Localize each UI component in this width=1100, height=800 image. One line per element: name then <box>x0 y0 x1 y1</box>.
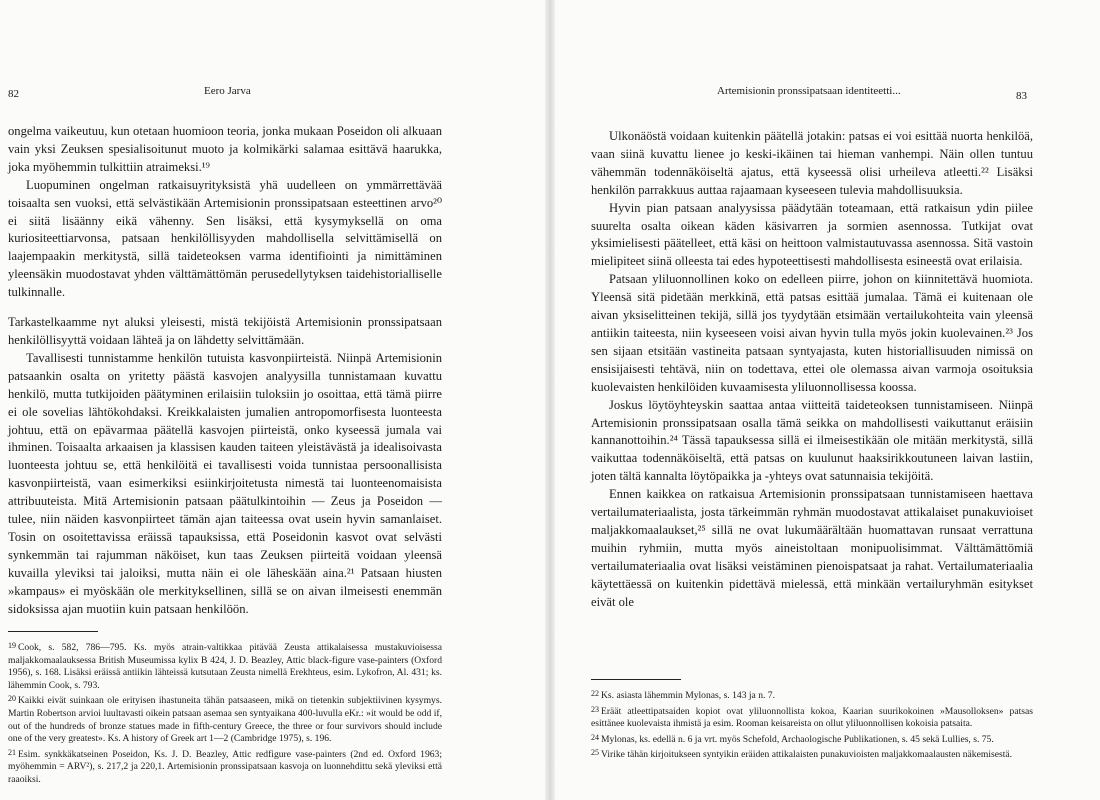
paragraph: Luopuminen ongelman ratkaisuyrityksistä yhä uudelleen on ymmärrettävää toisaalta sen vuoksi, että selvästikään Artemisionin pronssipatsaan esteettinen arvo²⁰ ei siitä lisäänny eikä vähenny. Sen lisäksi, että kysymyksellä on oma kuriositeettiarvonsa, patsaan henkilöllisyyden mahdollisella selvittämisellä on laajempaakin merkitystä, sillä taideteoksen varma identifiointi ja nimittäminen yleensäkin muodostavat yhden välttämättömän perusedellytyksen taidehistorialliselle tulkinnalle. <box>8 177 442 300</box>
running-head: Eero Jarva <box>204 85 251 97</box>
footnote <box>8 747 442 787</box>
footnote-mark: 23 <box>591 704 599 714</box>
paragraph: Joskus löytöyhteyskin saattaa antaa viitteitä taideteoksen tunnistamiseen. Niinpä Artemisionin pronssipatsaan osalla tämä seikka on mahdollisesti vaikuttanut eräisiin kannanottoihin.²⁴ Tässä tapauksessa sillä ei ilmeisestikään ole mitään merkitystä, sillä vaikuttaa todennäköiseltä, että patsas on kuulunut haaksirikkoutuneen laivan lastiin, joten tältä kannalta löytöpaikka ja -yhteys ovat satunnaisia tekijöitä. <box>591 397 1033 484</box>
footnotes <box>591 688 1033 763</box>
paragraph: ongelma vaikeutuu, kun otetaan huomioon teoria, jonka mukaan Poseidon oli alkuaan vain yksi Zeuksen spesialisoitunut muoto ja kolmikärki salamaa esittävä haarukka, joka myöhemmin tulkittiin atraimeksi.¹⁹ <box>8 124 442 174</box>
footnote <box>591 747 1033 762</box>
footnote <box>8 693 442 745</box>
footnote <box>591 704 1033 731</box>
footnote-mark: 25 <box>591 748 599 758</box>
paragraph: Ulkonäöstä voidaan kuitenkin päätellä jotakin: patsas ei voi esittää nuorta henkilöä, vaan siinä kuvattu lienee jo keski-ikäinen tai hieman vanhempi. Näin ollen tuntuu vähemmän todennäköiseltä ajatus, että kyseessä olisi urheileva atleetti.²² Lisäksi henkilön parrakkuus auttaa rajaamaan kyseeseen tulevia mahdollisuuksia. <box>591 129 1033 197</box>
body-text <box>591 128 1033 611</box>
footnote <box>591 732 1033 747</box>
footnote-text: Mylonas, ks. edellä n. 6 ja vrt. myös Schefold, Archaologische Publikationen, s. 45 sekä Lullies, s. 75. <box>601 733 994 745</box>
page-number: 82 <box>8 88 19 100</box>
paragraph: Tavallisesti tunnistamme henkilön tutuista kasvonpiirteistä. Niinpä Artemisionin patsaankin osalta on yritetty päästä kasvojen analyysilla tunnistamaan kuvattu henkilö, mutta tutkijoiden päätyminen erilaisiin tuloksiin jo osoittaa, että tämä piirre ei ole sovelias lähtökohdaksi. Kreikkalaisten jumalien antropomorfisesta luonteesta johtuu, että on epävarmaa päätellä kasvojen piirteistä, onko kyseessä jumala vai ihminen. Toisaalta arkaaisen ja klassisen kauden taiteen yleistävästä ja idealisoivasta luonteesta johtuu se, että henkilöitä ei tavallisesti voida tunnistaa persoonallisista kasvonpiirteistä, vaan esimerkiksi esiinkirjoitetusta nimestä tai luonteenomaisista attribuuteista. Mitä Artemisionin patsaan päätulkintoihin — Zeus ja Poseidon — tulee, niin näiden kasvonpiirteet tämän ajan taiteessa ovat usein hyvin samanlaiset. Tosin on osoitettavissa eräissä tapauksissa, että Poseidonin kasvot ovat selvästi synkemmän tai rajumman näköiset, kun taas Zeuksen piirteitä voidaan yleensä kuvailla yleviksi tai jaloiksi, mutta näin ei ole läheskään aina.²¹ Patsaan hiusten »kampaus» ei myöskään ole merkityksellinen, sillä se on aivan ilmeisesti enemmän sidoksissa ajan muotiin kuin patsaan henkilöön. <box>8 350 442 616</box>
page-number: 83 <box>1016 90 1027 102</box>
footnote-text: Esim. synkkäkatseinen Poseidon, Ks. J. D. Beazley, Attic redfigure vase-painters (2nd ed. Oxford 1963; myöhemmin = ARV²), s. 217,2 ja 220,1. Artemisionin pronssipatsaan kasvoja on luonnehdittu sekä yleviksi että raaoiksi. <box>8 748 442 785</box>
footnote-text: Cook, s. 582, 786—795. Ks. myös atrain-valtikkaa pitävää Zeusta attikalaisessa mustakuvioisessa maljakkomaalauksessa British Museumissa kylix B 424, J. D. Beazley, Attic black-figure vase-painters (Oxford 1956), s. 168. Lisäksi eräissä antiikin lähteissä kutsutaan Zeusta nimellä Erekhteus, esim. Lykofron, Al. 431; ks. lähemmin Cook, s. 793. <box>8 642 442 691</box>
footnote-mark: 21 <box>8 747 16 757</box>
paragraph: Patsaan yliluonnollinen koko on edelleen piirre, johon on kiinnitettävä huomiota. Yleensä sitä pidetään merkkinä, että patsas esittää jumalaa. Tämä ei kuitenaan ole aivan yksiselitteinen tekijä, sillä jos tyydytään etsimään vertailukohteita vain yleensä antiikin taiteesta, niin kyseeseen voisi aivan hyvin tulla myös jokin kuolevainen.²³ Jos sen sijaan etsitään vastineita patsaan syntyajasta, kuten historiallisuuden nimissä on ensisijaisesti tehtävä, niin on todettava, ettei ole olemassa aivan varmoja osoituksia kuolevaisten henkilöiden kuvaamisesta yliluonnollisessa koossa. <box>591 272 1033 394</box>
footnote-text: Eräät atleettipatsaiden kopiot ovat yliluonnollista kokoa, Kaarian suurikokoinen »Mausolloksen» patsas esittänee kuolevaista ihmistä ja esim. Rooman keisareista on ollut yliluonnollisen kokoisia patsaita. <box>591 705 1033 730</box>
paragraph: Tarkastelkaamme nyt aluksi yleisesti, mistä tekijöistä Artemisionin pronssipatsaan henkilöllisyyttä voidaan lähteä ja on lähdetty selvittämään. <box>8 315 442 347</box>
left-page <box>0 0 545 800</box>
footnote-rule <box>8 631 98 632</box>
footnote-mark: 20 <box>8 694 16 704</box>
right-page <box>555 0 1100 800</box>
footnote-text: Kaikki eivät suinkaan ole erityisen ihastuneita tähän patsaaseen, mikä on tietenkin subjektiivinen kysymys. Martin Robertson arvioi luultavasti oikein patsaan asemaa sen syntyaikana 400-luvulla eKr.: »it would be odd if, out of the hundreds of bronze statues made in fifth-century Greece, the three or four survivors should include one of the very greatest». Ks. A history of Greek art 1—2 (Cambridge 1975), s. 196. <box>8 695 442 745</box>
book-gutter <box>545 0 555 800</box>
footnote <box>8 640 442 692</box>
body-text <box>8 123 442 618</box>
footnote-text: Virike tähän kirjoitukseen syntyikin eräiden attikalaisten punakuvioisten maljakkomaalausten näkemisestä. <box>601 749 1013 761</box>
footnote-rule <box>591 679 681 680</box>
running-head: Artemisionin pronssipatsaan identiteetti... <box>717 85 901 97</box>
footnote-mark: 24 <box>591 732 599 742</box>
footnote <box>591 688 1033 703</box>
paragraph: Ennen kaikkea on ratkaisua Artemisionin pronssipatsaan tunnistamiseen haettava vertailumateriaalista, josta tärkeimmän ryhmän muodostavat attikalaiset punakuvioiset maljakkomaalaukset,²⁵ sillä ne ovat lukumäärältään huomattavan runsaat verrattuna muihin ryhmiin, mutta myös aineistoltaan monipuolisimmat. Välttämättömiä vertailumateriaalia ovat lisäksi veistäminen pienoispatsaat ja rahat. Vertailumateriaalia käytettäessä on kuitenkin pidettävä mielessä, että minkään vertailuryhmän esitykset eivät ole <box>591 487 1033 609</box>
footnote-text: Ks. asiasta lähemmin Mylonas, s. 143 ja n. 7. <box>601 690 775 701</box>
paragraph: Hyvin pian patsaan analyysissa päädytään toteamaan, että ratkaisun ydin piilee suurelta osalta oikean käden käsivarren ja sormien asennossa. Tutkijat ovat yksimielisesti päätelleet, että käsi on heittoon valmistautuvassa asennossa. Sitä vastoin mielipiteet siinä olleesta tai edes hypoteettisesti mahdollisesta esineestä ovat erilaisia. <box>591 200 1033 269</box>
footnote-mark: 19 <box>8 641 16 650</box>
footnotes <box>8 640 442 788</box>
footnote-mark: 22 <box>591 689 599 698</box>
